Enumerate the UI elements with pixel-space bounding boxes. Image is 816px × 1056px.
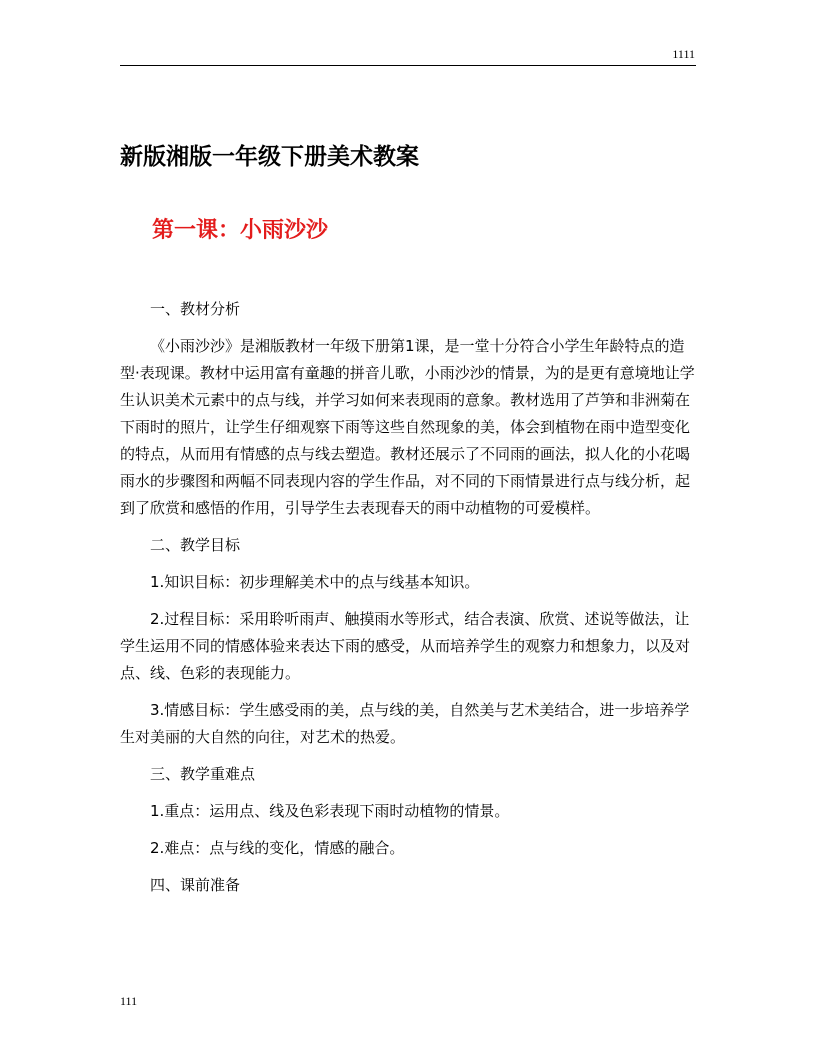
goal-emotion: 3.情感目标：学生感受雨的美，点与线的美，自然美与艺术美结合，进一步培养学生对美丽的大自然的向往，对艺术的热爱。 xyxy=(120,701,690,746)
goal-knowledge: 1.知识目标：初步理解美术中的点与线基本知识。 xyxy=(150,573,480,591)
section-heading-key-points: 三、教学重难点 xyxy=(150,765,256,783)
document-title: 新版湘版一年级下册美术教案 xyxy=(120,144,419,170)
key-point: 1.重点：运用点、线及色彩表现下雨时动植物的情景。 xyxy=(150,802,510,820)
section-heading-analysis: 一、教材分析 xyxy=(150,300,241,318)
analysis-paragraph: 《小雨沙沙》是湘版教材一年级下册第1课，是一堂十分符合小学生年龄特点的造型·表现课。教材中运用富有童趣的拼音儿歌，小雨沙沙的情景，为的是更有意境地让学生认识美术元素中的点与线，并学习如何来表现雨的意象。教材选用了芦笋和非洲菊在下雨时的照片，让学生仔细观察下雨等这些自然现象的美，体会到植物在雨中造型变化的特点，从而用有情感的点与线去塑造。教材还展示了不同雨的画法，拟人化的小花喝雨水的步骤图和两幅不同表现内容的学生作品，对不同的下雨情景进行点与线分析，起到了欣赏和感悟的作用，引导学生去表现春天的雨中动植物的可爱模样。 xyxy=(120,337,695,517)
document-body xyxy=(120,296,696,909)
header-page-number: 1111 xyxy=(672,47,695,61)
section-heading-preparation: 四、课前准备 xyxy=(150,876,241,894)
difficult-point: 2.难点：点与线的变化，情感的融合。 xyxy=(150,839,405,857)
section-heading-goals: 二、教学目标 xyxy=(150,536,241,554)
header-rule xyxy=(120,65,696,66)
lesson-title: 第一课：小雨沙沙 xyxy=(152,217,329,243)
goal-process: 2.过程目标：采用聆听雨声、触摸雨水等形式，结合表演、欣赏、述说等做法，让学生运用不同的情感体验来表达下雨的感受，从而培养学生的观察力和想象力，以及对点、线、色彩的表现能力。 xyxy=(120,610,691,682)
footer-page-number: 111 xyxy=(120,994,138,1008)
